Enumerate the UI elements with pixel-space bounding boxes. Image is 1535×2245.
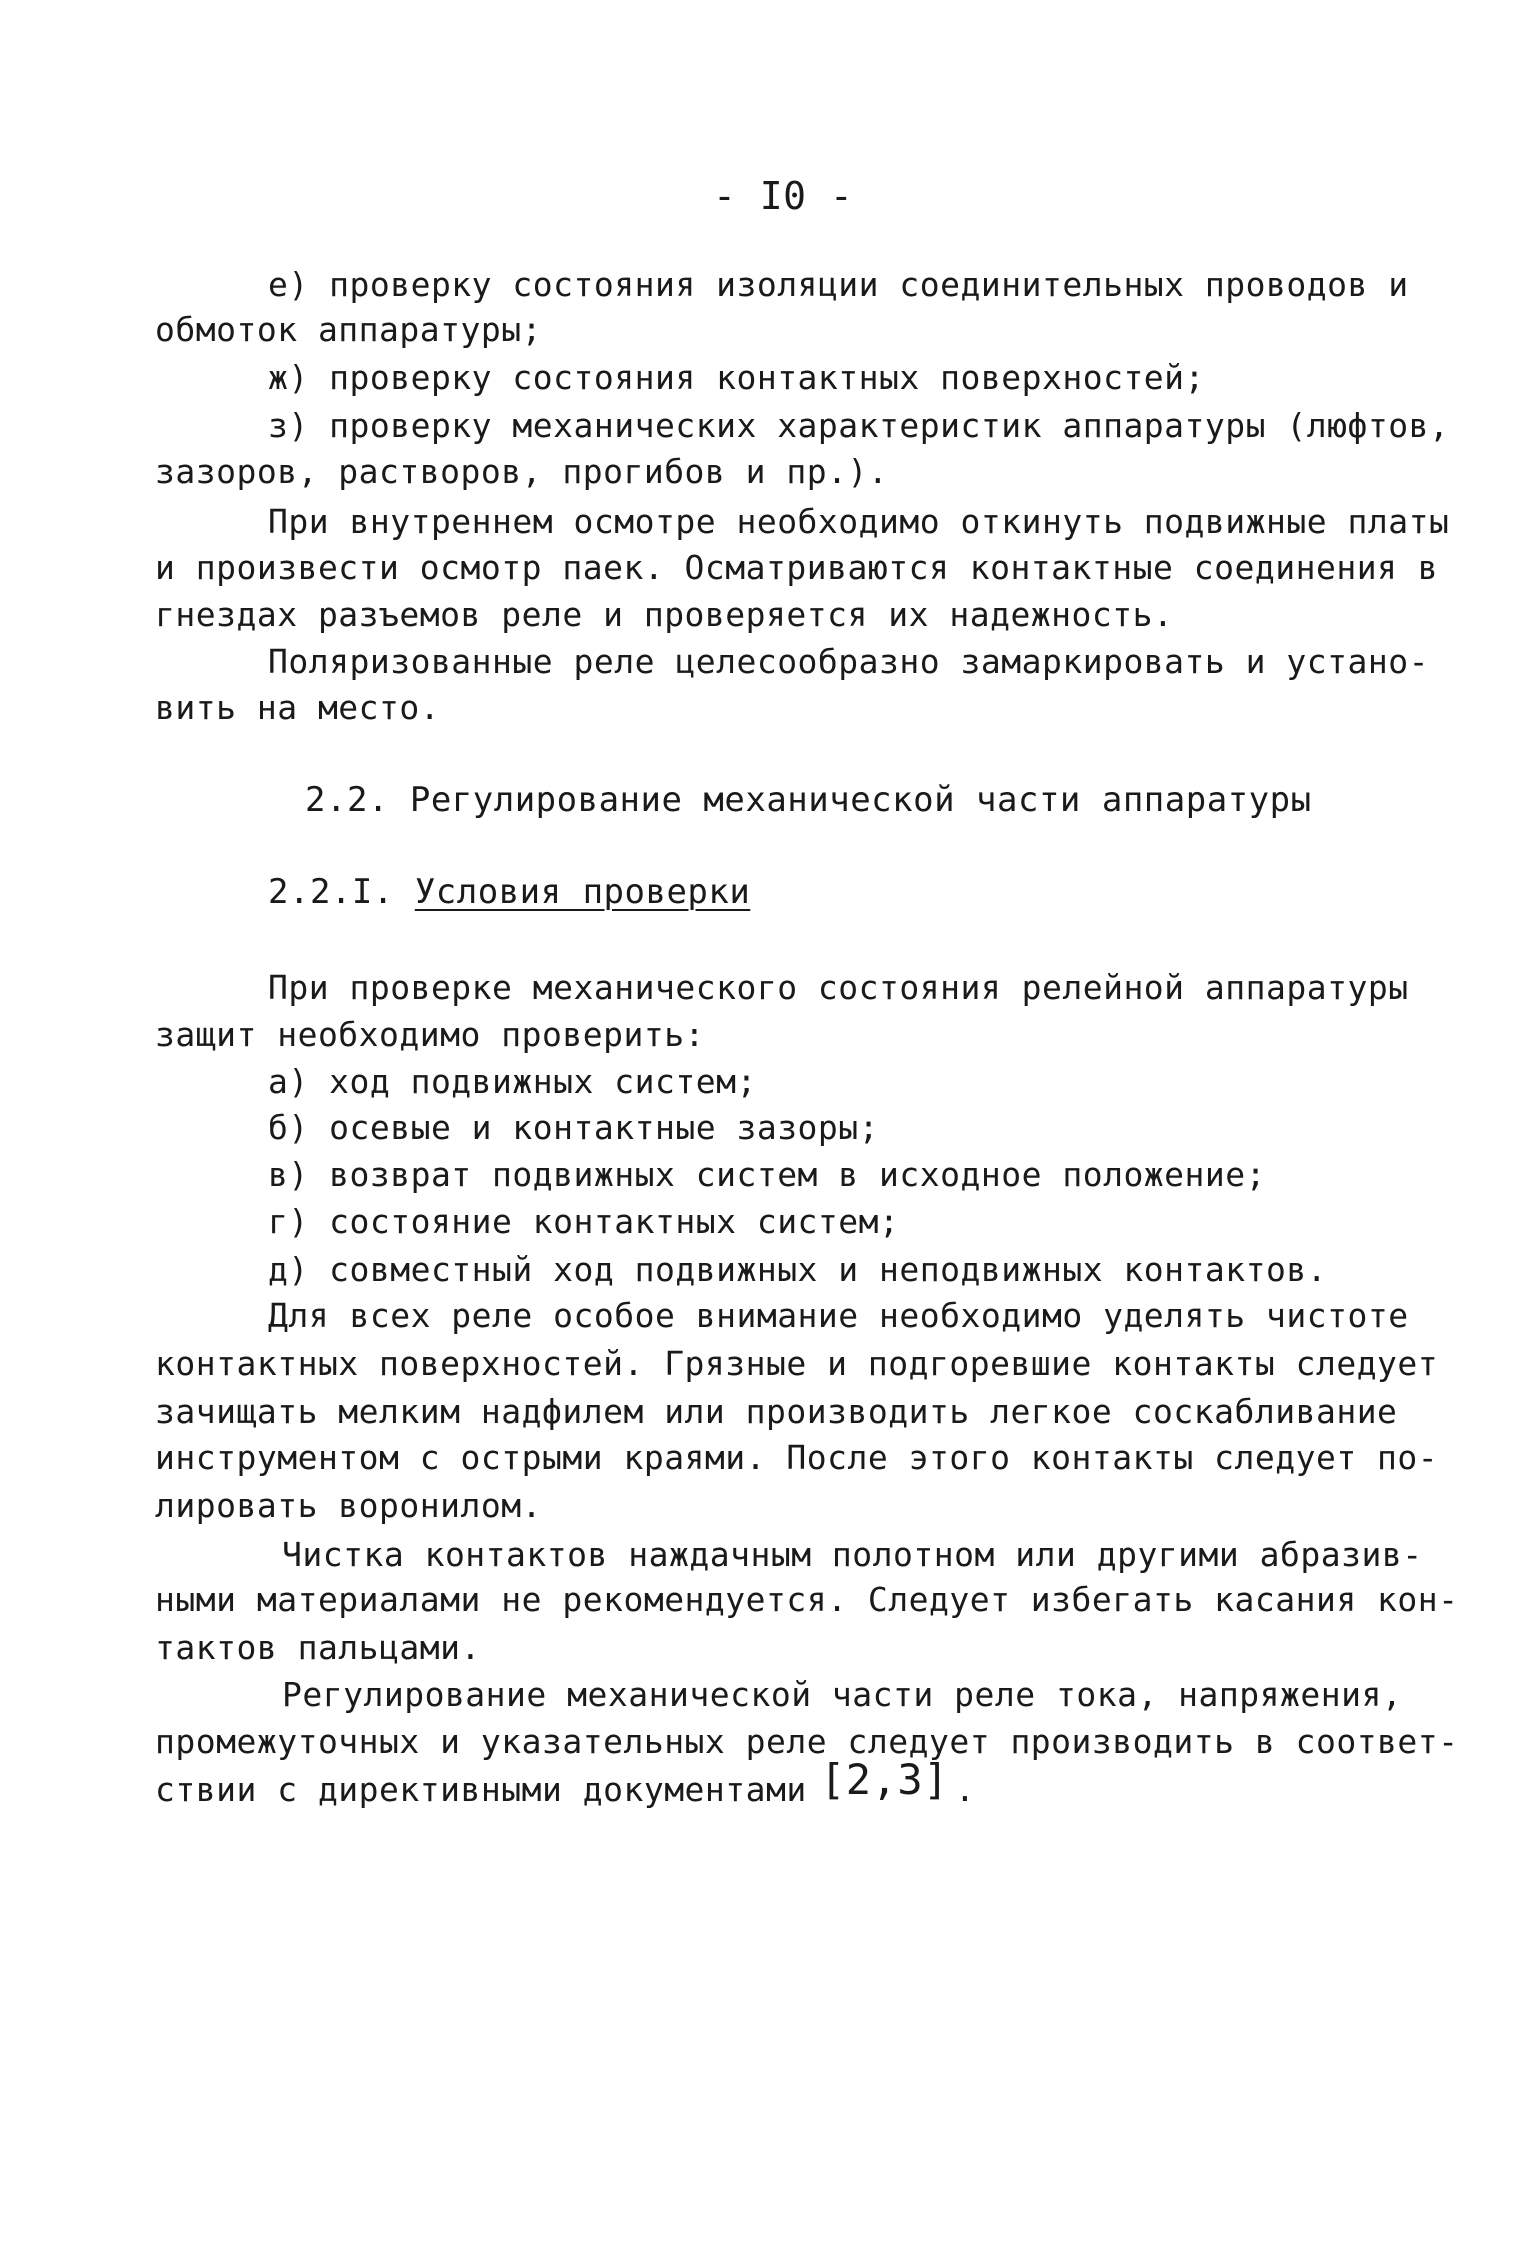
text-line: При проверке механического состояния релейной аппаратуры bbox=[268, 968, 1409, 1007]
text-line: зачищать мелким надфилем или производить легкое соскабливание bbox=[155, 1392, 1398, 1431]
text-line: и произвести осмотр паек. Осматриваются контактные соединения в bbox=[155, 548, 1439, 587]
subsection-heading bbox=[268, 872, 750, 912]
text-line: вить на место. bbox=[155, 688, 441, 727]
text-line: Поляризованные реле целесообразно замаркировать и устано- bbox=[268, 642, 1429, 681]
text-line: гнездах разъемов реле и проверяется их надежность. bbox=[155, 595, 1174, 634]
list-item: г) состояние контактных систем; bbox=[268, 1202, 900, 1241]
subsection-number: 2.2.I. bbox=[268, 872, 394, 912]
text-line: тактов пальцами. bbox=[155, 1628, 481, 1667]
text-line: Регулирование механической части реле тока, напряжения, bbox=[282, 1675, 1403, 1714]
reference-citation: [2,3] bbox=[820, 1755, 949, 1804]
text-line: ж) проверку состояния контактных поверхностей; bbox=[268, 358, 1205, 397]
end-mark: . bbox=[955, 1770, 976, 1809]
text-line: обмоток аппаратуры; bbox=[155, 310, 542, 349]
text-line: з) проверку механических характеристик аппаратуры (люфтов, bbox=[268, 406, 1450, 445]
subsection-title: Условия проверки bbox=[414, 872, 751, 912]
text-line: ствии с директивными документами bbox=[155, 1770, 807, 1809]
text-line: лировать воронилом. bbox=[155, 1486, 542, 1525]
text-line: инструментом с острыми краями. После этого контакты следует по- bbox=[155, 1438, 1439, 1477]
text-line: промежуточных и указательных реле следует производить в соответ- bbox=[155, 1722, 1459, 1761]
text-line: При внутреннем осмотре необходимо откинуть подвижные платы bbox=[268, 502, 1450, 541]
text-line: зазоров, растворов, прогибов и пр.). bbox=[155, 452, 889, 491]
text-line: ными материалами не рекомендуется. Следует избегать касания кон- bbox=[155, 1580, 1459, 1619]
list-item: б) осевые и контактные зазоры; bbox=[268, 1108, 880, 1147]
text-line: Чистка контактов наждачным полотном или другими абразив- bbox=[282, 1535, 1423, 1574]
text-line: защит необходимо проверить: bbox=[155, 1015, 705, 1054]
page-number: - I0 - bbox=[713, 174, 854, 218]
section-heading: 2.2. Регулирование механической части аппаратуры bbox=[305, 780, 1312, 820]
text-line: контактных поверхностей. Грязные и подгоревшие контакты следует bbox=[155, 1344, 1439, 1383]
list-item: д) совместный ход подвижных и неподвижных контактов. bbox=[268, 1250, 1328, 1289]
list-item: в) возврат подвижных систем в исходное положение; bbox=[268, 1155, 1267, 1194]
text-line: Для всех реле особое внимание необходимо уделять чистоте bbox=[268, 1296, 1409, 1335]
text-line: е) проверку состояния изоляции соединительных проводов и bbox=[268, 265, 1409, 304]
list-item: а) ход подвижных систем; bbox=[268, 1062, 757, 1101]
